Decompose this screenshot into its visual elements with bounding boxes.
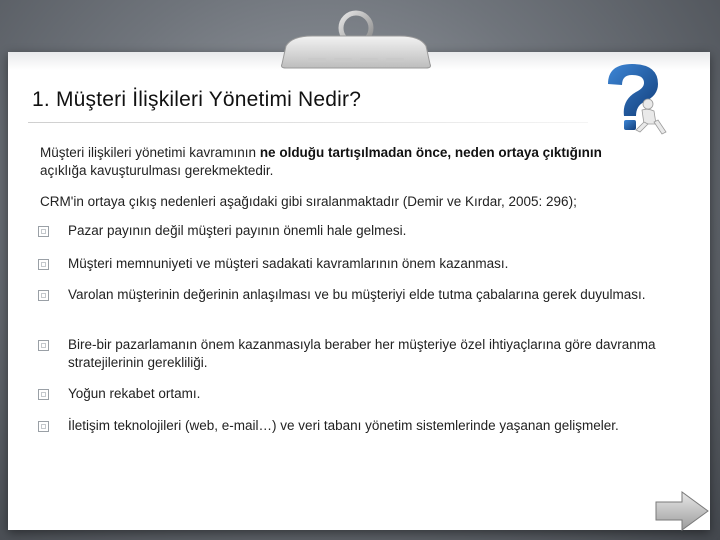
binder-clip-icon: [272, 6, 440, 70]
list-item-text: Bire-bir pazarlamanın önem kazanmasıyla beraber her müşteriye özel ihtiyaçlarına göre davranma stratejilerinin gerekliliği.: [68, 337, 656, 370]
slide-title: 1. Müşteri İlişkileri Yönetimi Nedir?: [32, 88, 362, 111]
intro-text: Müşteri ilişkileri yönetimi kavramının: [40, 145, 260, 160]
square-bullet-icon: [38, 421, 49, 432]
next-arrow-icon[interactable]: [652, 488, 712, 534]
intro-tail-text: açıklığa kavuşturulması gerekmektedir.: [40, 163, 274, 178]
square-bullet-icon: [38, 226, 49, 237]
intro-bold-text: ne olduğu tartışılmadan önce, neden ortaya çıktığının: [259, 145, 602, 160]
square-bullet-icon: [38, 340, 49, 351]
list-item-text: Pazar payının değil müşteri payının önemli hale gelmesi.: [68, 223, 407, 238]
title-divider: [28, 122, 588, 123]
intro-paragraph: [40, 144, 690, 180]
square-bullet-icon: [38, 259, 49, 270]
question-mark-figure-icon: [582, 58, 682, 140]
list-item-text: Yoğun rekabet ortamı.: [68, 386, 201, 401]
list-item-text: Varolan müşterinin değerinin anlaşılması ve bu müşteriyi elde tutma çabalarına gerek duyulması.: [68, 287, 646, 302]
square-bullet-icon: [38, 389, 49, 400]
square-bullet-icon: [38, 290, 49, 301]
list-item-text: Müşteri memnuniyeti ve müşteri sadakati kavramlarının önem kazanması.: [68, 256, 509, 271]
list-item-text: İletişim teknolojileri (web, e-mail…) ve veri tabanı yönetim sistemlerinde yaşanan gelişmeler.: [68, 418, 619, 433]
lead-paragraph: CRM'in ortaya çıkış nedenleri aşağıdaki gibi sıralanmaktadır (Demir ve Kırdar, 2005: 296);: [40, 194, 577, 209]
